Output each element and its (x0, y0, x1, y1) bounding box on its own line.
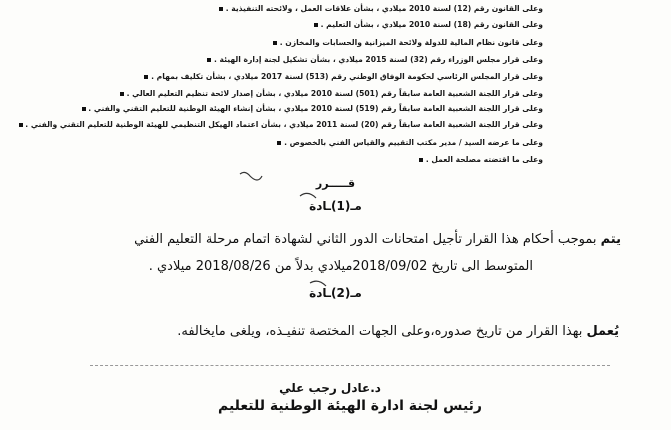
article-2-lead: يُعمل (586, 324, 619, 339)
reference-item: وعلى قرار اللجنة الشعبية العامة سابقاً رقم (20) لسنة 2011 ميلادي ، بشأن اعتماد الهيكل التنظيمي للهيئة الوطنية للتعليم التقني والفني . (15, 120, 543, 129)
decision-heading: قـــــرر (315, 177, 356, 190)
article-2-text: بهذا القرار من تاريخ صدوره،وعلى الجهات المختصة تنفيـذه، ويلغى مايخالفه. (177, 324, 587, 339)
reference-item: وعلى قانون نظام المالية للدولة ولائحة الميزانية والحسابات والمخازن . (269, 38, 543, 47)
article-2-line-1 (177, 324, 619, 339)
signatory-name: د.عادل رجب علي (279, 381, 381, 395)
reference-item: وعلى ما اقتضته مصلحة العمل . (415, 155, 543, 164)
reference-item: وعلى القانون رقم (18) لسنة 2010 ميلادي ، بشأن التعليم . (310, 20, 543, 29)
reference-item: وعلى القانون رقم (12) لسنة 2010 ميلادي ، بشأن علاقات العمل ، ولائحته التنفيذية . (215, 4, 543, 13)
article-1-lead: يتم (600, 232, 621, 247)
article-1-title: مـ(1)ـادة (309, 199, 362, 213)
reference-item: وعلى قرار المجلس الرئاسي لحكومة الوفاق الوطني رقم (513) لسنة 2017 ميلادي ، بشأن تكليف بمهام . (140, 72, 543, 81)
article-1-text: بموجب أحكام هذا القرار تأجيل امتحانات الدور الثاني لشهادة اتمام مرحلة التعليم الفني (134, 232, 601, 247)
reference-item: وعلى قرار مجلس الوزراء رقم (32) لسنة 2015 ميلادي ، بشأن تشكيل لجنة إدارة الهيئة . (203, 55, 543, 64)
reference-item: وعلى قرار اللجنة الشعبية العامة سابقاً رقم (501) لسنة 2010 ميلادي ، بشأن إصدار لائحة تنظيم التعليم العالي . (116, 89, 543, 98)
signatory-title: رئيس لجنة ادارة الهيئة الوطنية للتعليم (217, 398, 482, 414)
separator-line (90, 365, 610, 366)
article-2-title: مـ(2)ـادة (309, 286, 362, 300)
article-1-line-1 (134, 232, 621, 247)
reference-item: وعلى ما عرضه السيد / مدير مكتب التقييم والقياس الفني بالخصوص . (273, 138, 543, 147)
reference-item: وعلى قرار اللجنة الشعبية العامة سابقاً رقم (519) لسنة 2010 ميلادي ، بشأن إنشاء الهيئة الوطنية للتعليم التقني والفني . (78, 104, 543, 113)
article-1-line-2: المتوسط الى تاريخ 2018/09/02ميلادي بدلاً من 2018/08/26 ميلادي . (148, 259, 533, 274)
